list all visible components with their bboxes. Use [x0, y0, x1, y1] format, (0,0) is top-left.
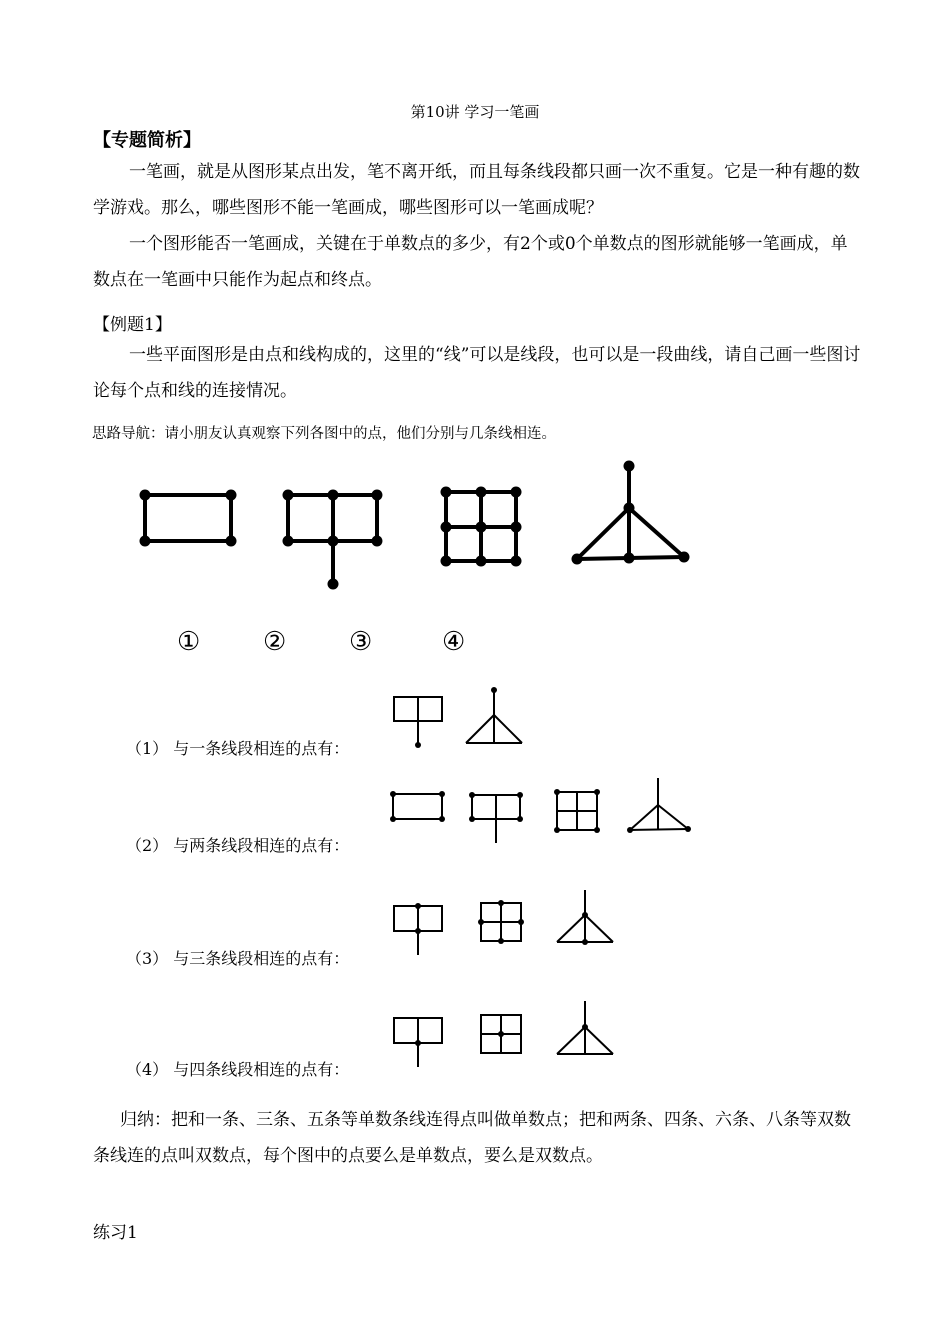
figure-point	[582, 939, 588, 945]
figure-label-1: ①	[177, 627, 201, 657]
figure-point	[476, 556, 487, 567]
figure-point	[415, 742, 421, 748]
figure-point	[582, 912, 588, 918]
figure-point	[372, 490, 383, 501]
figure-point	[518, 919, 524, 925]
figure-point	[328, 536, 339, 547]
figure-point	[415, 903, 421, 909]
figure-point	[511, 487, 522, 498]
figure-label-3: ③	[349, 627, 373, 657]
figure-label-2: ②	[263, 627, 287, 657]
answer-3-sketches	[394, 890, 613, 955]
figure-point	[441, 522, 452, 533]
question-1: （1） 与一条线段相连的点有：	[126, 739, 350, 758]
hint-text: 思路导航：请小朋友认真观察下列各图中的点，他们分别与几条线相连。	[92, 426, 556, 442]
figure-point	[283, 536, 294, 547]
figure-point	[498, 900, 504, 906]
example-text: 一些平面图形是由点和线构成的，这里的“线”可以是线段，也可以是一段曲线，请自己画一些图讨论每个点和线的连接情况。	[93, 345, 861, 401]
answer-2-sketches	[393, 778, 688, 843]
figure-point	[439, 791, 445, 797]
answer-1-sketches	[394, 690, 522, 745]
figure-point	[685, 826, 691, 832]
figure-point	[441, 556, 452, 567]
section-heading: 【专题简析】	[93, 130, 201, 151]
summary-paragraph: 归纳：把和一条、三条、五条等单数条线连得点叫做单数点；把和两条、四条、六条、八条等双数条线连的点叫双数点，每个图中的点要么是单数点，要么是双数点。	[93, 1110, 851, 1166]
figure-point	[415, 928, 421, 934]
figure-point	[582, 1024, 588, 1030]
question-4: （4） 与四条线段相连的点有：	[126, 1060, 350, 1079]
figure-label-4: ④	[442, 627, 466, 657]
figure-point	[498, 1031, 504, 1037]
figure-point	[328, 579, 339, 590]
answer-2-points	[390, 789, 691, 833]
figure-point	[140, 536, 151, 547]
question-3: （3） 与三条线段相连的点有：	[126, 949, 350, 968]
figure-point	[439, 816, 445, 822]
figure-point	[679, 552, 690, 563]
figure-point	[517, 816, 523, 822]
figure-point	[594, 789, 600, 795]
figure-point	[476, 487, 487, 498]
figure-point	[328, 490, 339, 501]
figure-point	[572, 554, 583, 565]
figure-point	[511, 522, 522, 533]
figure-point	[372, 536, 383, 547]
figure-point	[226, 490, 237, 501]
figure-point	[624, 553, 635, 564]
figure-point	[283, 490, 294, 501]
figure-1-points	[140, 490, 237, 547]
figure-point	[554, 827, 560, 833]
question-2: （2） 与两条线段相连的点有：	[126, 836, 350, 855]
figure-point	[441, 487, 452, 498]
figure-point	[390, 791, 396, 797]
figure-point	[390, 816, 396, 822]
figure-point	[511, 556, 522, 567]
figure-point	[627, 827, 633, 833]
figure-point	[415, 1040, 421, 1046]
figure-point	[226, 536, 237, 547]
figure-point	[491, 687, 497, 693]
figure-point	[469, 816, 475, 822]
figure-point	[498, 938, 504, 944]
intro-paragraph-1: 一笔画，就是从图形某点出发，笔不离开纸，而且每条线段都只画一次不重复。它是一种有趣的数学游戏。那么，哪些图形不能一笔画成，哪些图形可以一笔画成呢？	[93, 162, 860, 218]
figure-point	[517, 792, 523, 798]
figure-point	[594, 827, 600, 833]
figure-point	[476, 522, 487, 533]
figure-point	[624, 503, 635, 514]
figure-point	[140, 490, 151, 501]
example-heading: 【例题1】	[93, 315, 172, 335]
figure-point	[554, 789, 560, 795]
intro-paragraph-2: 一个图形能否一笔画成，关键在于单数点的多少，有2个或0个单数点的图形就能够一笔画成，单数点在一笔画中只能作为起点和终点。	[93, 234, 848, 290]
figure-point	[469, 792, 475, 798]
exercise-heading: 练习1	[93, 1223, 138, 1243]
figure-point	[478, 919, 484, 925]
figure-point	[624, 461, 635, 472]
figure-1-rectangle	[145, 495, 231, 541]
page-title: 第10讲 学习一笔画	[410, 103, 540, 121]
